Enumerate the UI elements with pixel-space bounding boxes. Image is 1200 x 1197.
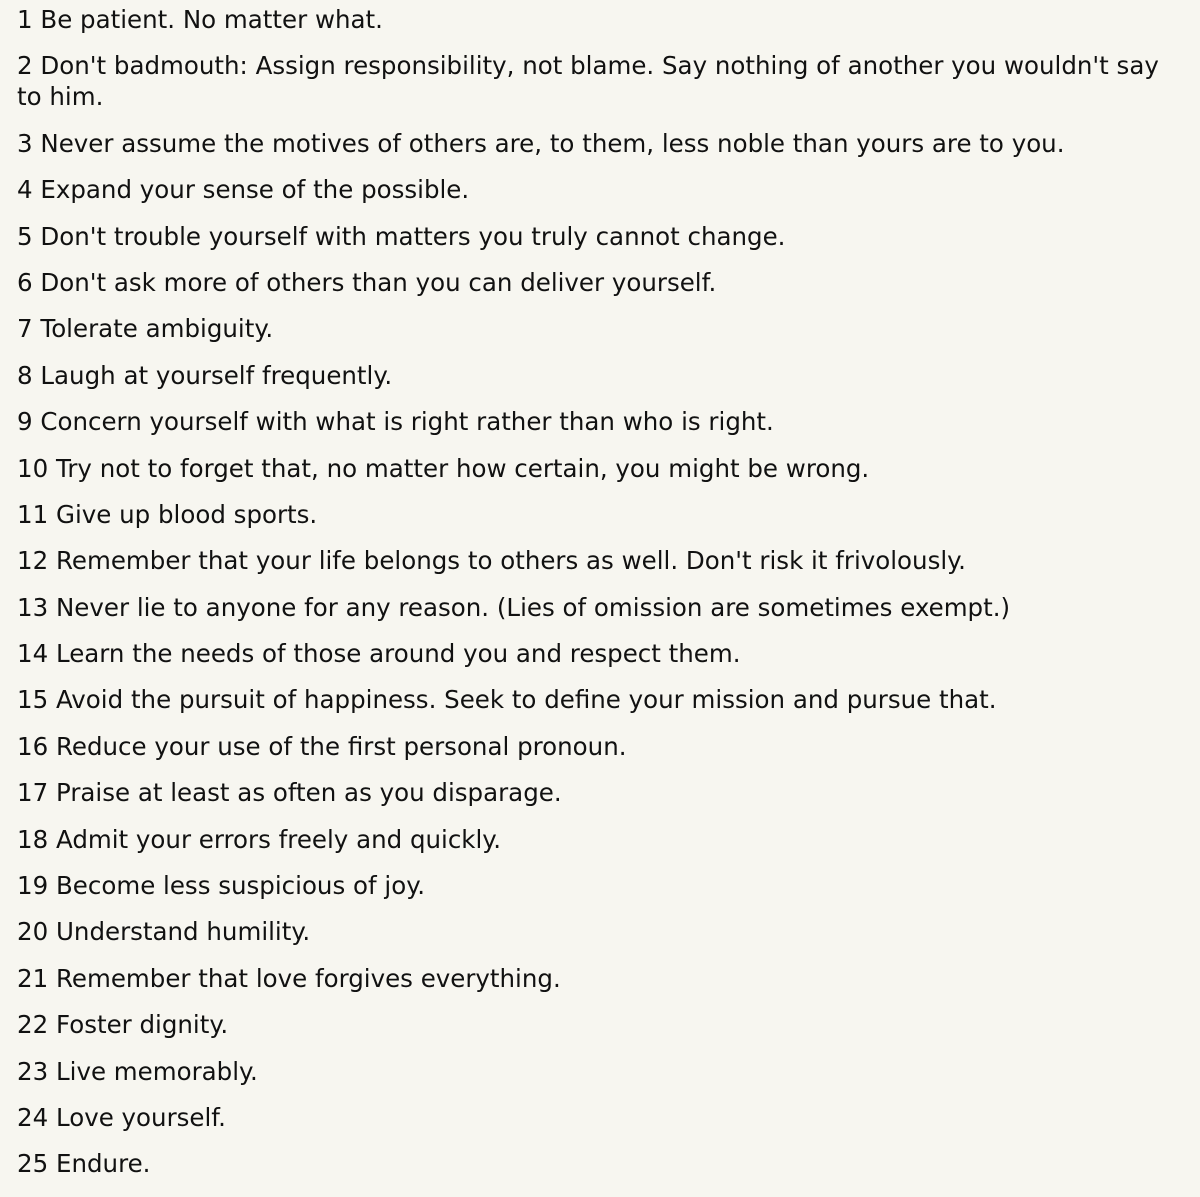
list-item — [17, 638, 1182, 669]
rule-text: Remember that your life belongs to others as well. Don't risk it frivolously. — [55, 546, 966, 576]
list-item — [17, 128, 1182, 159]
rule-text: Foster dignity. — [55, 1010, 229, 1040]
rule-number: 23 — [17, 1056, 49, 1086]
rule-text: Be patient. No matter what. — [40, 5, 383, 34]
rule-text: Reduce your use of the first personal pronoun. — [55, 731, 627, 761]
rule-number: 5 — [17, 221, 33, 251]
list-item — [17, 1009, 1182, 1040]
list-item — [17, 1148, 1182, 1179]
rule-text: Live memorably. — [55, 1056, 258, 1086]
list-item — [17, 824, 1182, 855]
list-item — [17, 267, 1182, 298]
list-item — [17, 221, 1182, 252]
rule-text: Remember that love forgives everything. — [55, 963, 561, 993]
rule-number: 19 — [17, 871, 49, 901]
rule-number: 20 — [17, 917, 49, 947]
rule-number: 17 — [17, 778, 49, 808]
list-item — [17, 4, 1182, 35]
rule-text: Endure. — [55, 1149, 151, 1179]
rule-number: 22 — [17, 1010, 49, 1040]
list-item — [17, 963, 1182, 994]
rule-text: Praise at least as often as you disparage. — [55, 778, 562, 808]
rule-number: 14 — [17, 639, 49, 669]
rule-number: 12 — [17, 546, 49, 576]
rule-text: Understand humility. — [55, 917, 311, 947]
rule-number: 7 — [17, 314, 33, 344]
list-item — [17, 916, 1182, 947]
rule-number: 6 — [17, 267, 33, 297]
rule-number: 25 — [17, 1149, 49, 1179]
rule-number: 21 — [17, 963, 49, 993]
rule-list — [17, 4, 1182, 1179]
list-item — [17, 406, 1182, 437]
rule-number: 4 — [17, 175, 33, 205]
list-item — [17, 684, 1182, 715]
rule-text: Learn the needs of those around you and respect them. — [55, 639, 741, 669]
rule-number: 10 — [17, 453, 49, 483]
rule-text: Don't ask more of others than you can deliver yourself. — [40, 267, 717, 297]
list-item — [17, 453, 1182, 484]
list-item — [17, 592, 1182, 623]
list-item — [17, 174, 1182, 205]
rule-number: 15 — [17, 685, 49, 715]
rule-number: 3 — [17, 128, 33, 158]
rule-number: 11 — [17, 499, 49, 529]
rule-number: 24 — [17, 1102, 49, 1132]
rule-text: Admit your errors freely and quickly. — [55, 824, 502, 854]
list-item — [17, 50, 1182, 112]
rule-number: 8 — [17, 360, 33, 390]
list-item — [17, 731, 1182, 762]
list-item — [17, 1056, 1182, 1087]
list-item — [17, 545, 1182, 576]
rule-number: 13 — [17, 592, 49, 622]
list-item — [17, 777, 1182, 808]
rule-text: Don't trouble yourself with matters you truly cannot change. — [40, 221, 786, 251]
rule-number: 16 — [17, 731, 49, 761]
rule-text: Never assume the motives of others are, to them, less noble than yours are to you. — [40, 128, 1065, 158]
list-item — [17, 360, 1182, 391]
list-item — [17, 870, 1182, 901]
list-item — [17, 313, 1182, 344]
list-item — [17, 1102, 1182, 1133]
list-item — [17, 499, 1182, 530]
rule-text: Expand your sense of the possible. — [40, 175, 470, 205]
rule-number: 2 — [17, 51, 33, 81]
rule-text: Love yourself. — [55, 1102, 226, 1132]
rule-number: 9 — [17, 407, 33, 437]
rule-text: Give up blood sports. — [55, 499, 318, 529]
rule-text: Don't badmouth: Assign responsibility, not blame. Say nothing of another you wouldn't say to him. — [17, 51, 1159, 112]
rule-text: Laugh at yourself frequently. — [40, 360, 393, 390]
rule-text: Try not to forget that, no matter how certain, you might be wrong. — [55, 453, 870, 483]
rule-text: Tolerate ambiguity. — [40, 314, 274, 344]
rule-text: Concern yourself with what is right rather than who is right. — [40, 407, 774, 437]
rule-text: Become less suspicious of joy. — [55, 871, 426, 901]
rule-number: 1 — [17, 5, 33, 34]
rule-text: Never lie to anyone for any reason. (Lies of omission are sometimes exempt.) — [55, 592, 1011, 622]
rule-number: 18 — [17, 824, 49, 854]
rule-text: Avoid the pursuit of happiness. Seek to define your mission and pursue that. — [55, 685, 997, 715]
